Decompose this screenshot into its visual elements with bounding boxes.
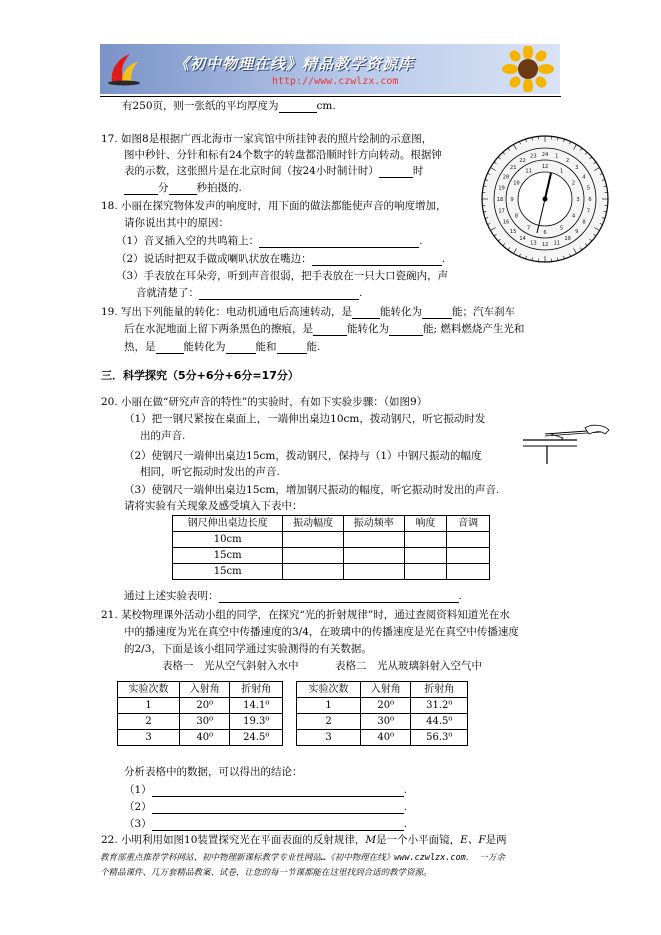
table-cell[interactable] xyxy=(404,564,447,580)
table-cell: 24.5⁰ xyxy=(230,730,283,746)
table-header: 入射角 xyxy=(361,682,411,698)
svg-text:18: 18 xyxy=(496,197,504,203)
svg-text:7: 7 xyxy=(526,225,531,232)
svg-text:17: 17 xyxy=(498,208,505,215)
table-cell[interactable] xyxy=(283,532,344,548)
svg-text:9: 9 xyxy=(510,197,514,203)
banner-url[interactable]: http://www.czwlzx.com xyxy=(272,76,399,87)
table-cell: 15cm xyxy=(173,564,283,580)
answer-blank[interactable] xyxy=(156,341,184,354)
answer-blank[interactable] xyxy=(422,306,452,319)
table-cell: 10cm xyxy=(173,532,283,548)
table-header: 振动幅度 xyxy=(283,516,344,532)
table-cell: 2 xyxy=(297,714,361,730)
q19-line1: 19. 写出下列能量的转化：电动机通电后高速转动，是 能转化为 能；汽车刹车 xyxy=(101,306,516,318)
table-cell: 44.5⁰ xyxy=(411,714,468,730)
svg-text:22: 22 xyxy=(519,158,526,165)
svg-text:24: 24 xyxy=(541,152,549,158)
q21-analysis: 分析表格中的数据，可以得出的结论： xyxy=(124,766,303,778)
q21-line2: 中的播速度为光在真空中传播速度的3/4，在玻璃中的传播速度是光在真空中传播速度 xyxy=(124,626,519,638)
table2-caption: 表格二 光从玻璃斜射入空气中 xyxy=(335,660,482,672)
table-row xyxy=(173,564,490,580)
answer-blank[interactable] xyxy=(152,801,404,814)
table-cell[interactable] xyxy=(404,548,447,564)
q22-line1: 22. 小明利用如图10装置探究光在平面表面的反射规律，M是一个小平面镜，E、F是两 xyxy=(101,834,507,846)
svg-text:9: 9 xyxy=(575,228,579,235)
q20-line3: 出的声音. xyxy=(140,430,186,442)
table-header: 实验次数 xyxy=(297,682,361,698)
svg-text:8: 8 xyxy=(582,219,586,226)
hour-blank[interactable] xyxy=(379,165,413,178)
svg-text:6: 6 xyxy=(543,230,547,236)
q20-line2: （1）把一钢尺紧按在桌面上，一端伸出桌边10cm，拨动钢尺，听它振动时发 xyxy=(124,413,486,425)
svg-text:6: 6 xyxy=(588,197,592,203)
second-blank[interactable] xyxy=(169,182,197,195)
logo-icon xyxy=(106,52,142,86)
svg-text:5: 5 xyxy=(559,225,564,232)
q18-line6: 音就清楚了： . xyxy=(136,287,363,299)
answer-blank[interactable] xyxy=(152,818,404,831)
svg-text:1: 1 xyxy=(554,153,559,160)
q21-line3: 的2/3，下面是该小组同学通过实验测得的有关数据。 xyxy=(124,643,372,655)
svg-text:19: 19 xyxy=(498,185,505,192)
svg-text:7: 7 xyxy=(586,208,591,215)
table-row xyxy=(118,698,283,714)
svg-text:8: 8 xyxy=(514,213,519,220)
refraction-table-1 xyxy=(117,681,283,746)
conclusion-2: （2） . xyxy=(124,801,408,813)
q18-line4: （2）说话时把双手做成喇叭状放在嘴边： . xyxy=(116,253,446,265)
table-cell: 40⁰ xyxy=(180,730,230,746)
refraction-table-2 xyxy=(296,681,468,746)
svg-text:21: 21 xyxy=(509,165,517,172)
svg-text:20: 20 xyxy=(502,174,510,181)
svg-text:2: 2 xyxy=(571,180,576,187)
answer-blank[interactable] xyxy=(152,784,404,797)
table-cell: 15cm xyxy=(173,548,283,564)
sunflower-icon xyxy=(500,46,556,92)
ruler-figure xyxy=(521,410,613,466)
svg-text:2: 2 xyxy=(565,158,570,165)
svg-text:11: 11 xyxy=(525,168,532,175)
answer-blank[interactable] xyxy=(199,287,359,300)
sound-table xyxy=(172,515,490,580)
q17-line3: 表的示数，这张照片是在北京时间（按24小时制计时） 时 xyxy=(124,165,424,177)
q20-line1: 20. 小丽在做“研究声音的特性”的实验时，有如下实验步骤：（如图9） xyxy=(101,396,428,408)
svg-text:4: 4 xyxy=(571,213,576,220)
svg-text:10: 10 xyxy=(564,235,571,242)
answer-blank[interactable] xyxy=(352,306,380,319)
svg-text:3: 3 xyxy=(575,165,579,172)
svg-text:10: 10 xyxy=(513,180,520,187)
table-cell[interactable] xyxy=(447,548,490,564)
clock-figure xyxy=(479,133,611,265)
answer-blank[interactable] xyxy=(279,100,317,113)
table1-caption: 表格一 光从空气斜射入水中 xyxy=(162,660,299,672)
q20-line7: 请将实验有关现象及感受填入下表中： xyxy=(124,500,303,512)
q20-line4: （2）使钢尺一端伸出桌边15cm，拨动钢尺，保持与（1）中钢尺振动的幅度 xyxy=(124,450,482,462)
q17-line4: 分 秒拍摄的. xyxy=(124,181,242,195)
table-cell: 3 xyxy=(297,730,361,746)
table-cell[interactable] xyxy=(447,532,490,548)
svg-text:11: 11 xyxy=(553,240,560,247)
table-header: 音调 xyxy=(447,516,490,532)
answer-blank[interactable] xyxy=(226,341,256,354)
table-cell: 2 xyxy=(118,714,180,730)
table-cell: 40⁰ xyxy=(361,730,411,746)
svg-text:5: 5 xyxy=(586,185,591,192)
table-cell: 31.2⁰ xyxy=(411,698,468,714)
table-header: 振动频率 xyxy=(343,516,404,532)
q17-line2: 图中秒针、分针和标有24个数字的转盘都沿顺时针方向转动。根据钟 xyxy=(124,149,442,161)
footer-line1: 教育部重点推荐学科网站、初中物理新课标教学专业性网站…《初中物理在线》www.czwlzx.com． 一万余 xyxy=(100,853,505,863)
q20-line6: （3）使钢尺一端伸出桌边15cm，增加钢尺振动的幅度，听它振动时发出的声音. xyxy=(124,484,500,496)
answer-blank[interactable] xyxy=(389,323,423,336)
table-cell[interactable] xyxy=(343,564,404,580)
table-cell: 56.3⁰ xyxy=(411,730,468,746)
q20-conclusion: 通过上述实验表明： . xyxy=(124,590,462,602)
table-cell: 19.3⁰ xyxy=(230,714,283,730)
table-cell[interactable] xyxy=(447,564,490,580)
banner-title: 《初中物理在线》精品教学资源库 xyxy=(174,55,415,73)
answer-blank[interactable] xyxy=(219,590,459,603)
q17-line1: 17. 如图8是根据广西北海市一家宾馆中所挂钟表的照片绘制的示意图， xyxy=(101,133,433,145)
table-cell: 20⁰ xyxy=(361,698,411,714)
table-row xyxy=(297,730,468,746)
text-line: 有250页，则一张纸的平均厚度为 cm. xyxy=(122,100,336,112)
table-cell: 30⁰ xyxy=(180,714,230,730)
table-cell[interactable] xyxy=(283,548,344,564)
q18-line1: 18. 小丽在探究物体发声的响度时，用下面的做法都能使声音的响度增加， xyxy=(101,200,447,212)
table-row xyxy=(297,698,468,714)
table-cell: 20⁰ xyxy=(180,698,230,714)
svg-text:4: 4 xyxy=(582,174,586,181)
table-header: 实验次数 xyxy=(118,682,180,698)
svg-text:12: 12 xyxy=(541,164,549,170)
table-row xyxy=(297,714,468,730)
table-cell: 1 xyxy=(118,698,180,714)
table-cell: 30⁰ xyxy=(361,714,411,730)
conclusion-1: （1） . xyxy=(124,784,408,796)
answer-blank[interactable] xyxy=(313,323,347,336)
table-row xyxy=(118,714,283,730)
conclusion-3: （3） . xyxy=(124,818,408,830)
q18-line3: （1）音叉插入空的共鸣箱上： . xyxy=(116,235,423,247)
svg-text:3: 3 xyxy=(576,197,580,203)
table-cell: 3 xyxy=(118,730,180,746)
footer-line2: 个精品课件、几万套精品教案、试卷，让您的每一节课都能在这里找到合适的教学资源。 xyxy=(100,868,432,878)
answer-blank[interactable] xyxy=(259,235,419,248)
q18-line5: （3）手表放在耳朵旁，听到声音很弱，把手表放在一只大口瓷碗内，声 xyxy=(116,270,449,282)
header-banner xyxy=(100,44,560,94)
svg-text:12: 12 xyxy=(541,242,549,248)
table-header: 响度 xyxy=(404,516,447,532)
table-row xyxy=(173,548,490,564)
table-row xyxy=(118,730,283,746)
q18-line2: 请你说出其中的原因： xyxy=(124,217,229,229)
svg-text:23: 23 xyxy=(530,153,537,160)
table-cell: 1 xyxy=(297,698,361,714)
q20-line5: 相同，听它振动时发出的声音. xyxy=(140,466,280,478)
table-cell[interactable] xyxy=(404,532,447,548)
minute-blank[interactable] xyxy=(124,182,158,195)
q19-line2: 后在水泥地面上留下两条黑色的擦痕，是 能转化为 能; 燃料燃烧产生光和 xyxy=(124,323,525,335)
q21-line1: 21. 某校物理课外活动小组的同学，在探究“光的折射规律”时，通过查阅资料知道光在水 xyxy=(101,609,510,621)
table-cell[interactable] xyxy=(283,564,344,580)
answer-blank[interactable] xyxy=(312,253,442,266)
table-cell[interactable] xyxy=(343,532,404,548)
table-header: 钢尺伸出桌边长度 xyxy=(173,516,283,532)
svg-text:16: 16 xyxy=(502,219,510,226)
svg-text:1: 1 xyxy=(559,168,564,175)
table-header: 折射角 xyxy=(230,682,283,698)
section-title: 三．科学探究（5分+6分+6分=17分） xyxy=(101,369,299,382)
table-header: 入射角 xyxy=(180,682,230,698)
svg-text:13: 13 xyxy=(530,240,537,247)
svg-text:14: 14 xyxy=(519,235,526,242)
header-rule xyxy=(100,96,561,97)
q19-line3: 热，是 能转化为 能和 能. xyxy=(124,341,321,353)
table-cell: 14.1⁰ xyxy=(230,698,283,714)
table-row xyxy=(173,532,490,548)
answer-blank[interactable] xyxy=(277,341,307,354)
table-cell[interactable] xyxy=(343,548,404,564)
svg-text:15: 15 xyxy=(509,228,517,235)
table-header: 折射角 xyxy=(411,682,468,698)
